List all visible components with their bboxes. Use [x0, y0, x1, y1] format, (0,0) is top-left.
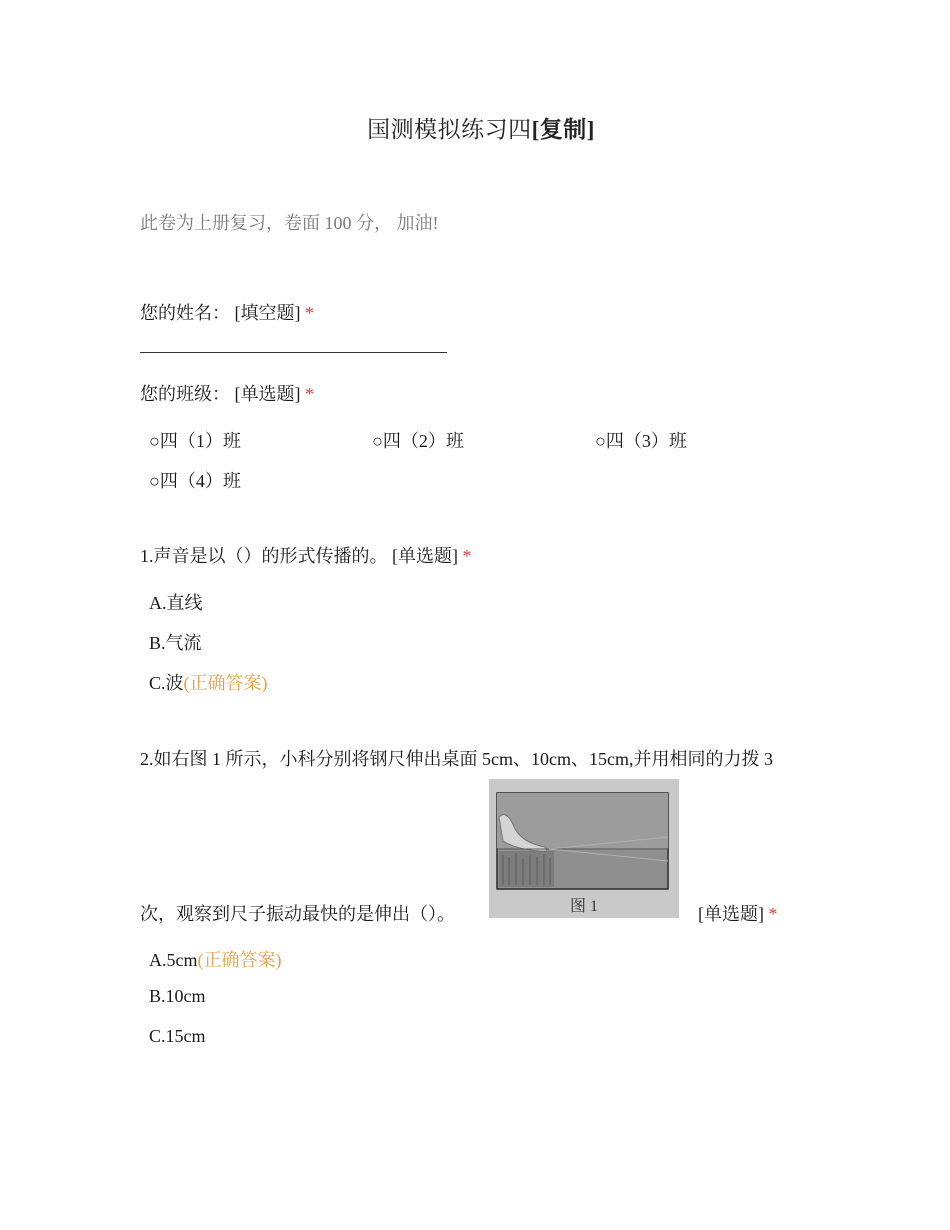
required-mark: * [462, 546, 472, 566]
title-suffix: [复制] [531, 117, 595, 142]
option-label: A.5cm [149, 950, 198, 970]
correct-answer-tag: (正确答案) [197, 950, 282, 970]
ruler-figure [489, 779, 679, 918]
question-type: [单选题] [392, 546, 458, 566]
class-option-4[interactable]: ○四（4）班 [149, 471, 241, 491]
question-text: 1.声音是以（）的形式传播的。 [140, 546, 388, 566]
name-question [140, 299, 314, 325]
name-input-line[interactable] [140, 352, 447, 353]
class-option-3[interactable]: ○四（3）班 [595, 431, 687, 451]
class-question [140, 380, 314, 406]
question-type: [填空题] [234, 303, 301, 323]
question-1 [140, 542, 472, 568]
correct-answer-tag: (正确答案) [183, 673, 268, 693]
required-mark: * [305, 303, 314, 323]
required-mark: * [305, 384, 314, 404]
q1-option-b[interactable]: B.气流 [149, 633, 202, 653]
class-option-2[interactable]: ○四（2）班 [372, 431, 464, 451]
question-2-type [698, 900, 778, 926]
q1-option-c[interactable] [149, 669, 268, 695]
question-type: [单选题] [234, 384, 301, 404]
option-label: C.波 [149, 673, 184, 693]
required-mark: * [768, 904, 778, 924]
q2-option-c[interactable]: C.15cm [149, 1026, 206, 1046]
title-main: 国测模拟练习四 [367, 117, 532, 142]
q1-option-a[interactable]: A.直线 [149, 593, 203, 613]
class-option-1[interactable]: ○四（1）班 [149, 431, 241, 451]
question-type: [单选题] [698, 904, 764, 924]
page-title [0, 111, 950, 144]
q2-option-a[interactable] [149, 946, 282, 972]
q2-option-b[interactable]: B.10cm [149, 986, 206, 1006]
figure-caption: 图 1 [569, 898, 598, 915]
question-text: 您的班级： [140, 384, 230, 404]
question-2-line-2: 次，观察到尺子振动最快的是伸出（）。 [140, 904, 455, 924]
intro-text: 此卷为上册复习，卷面 100 分， 加油! [140, 213, 439, 233]
question-text: 您的姓名： [140, 303, 230, 323]
question-2-line-1: 2.如右图 1 所示，小科分别将钢尺伸出桌面 5cm、10cm、15cm,并用相同的力拨 3 [140, 749, 773, 769]
